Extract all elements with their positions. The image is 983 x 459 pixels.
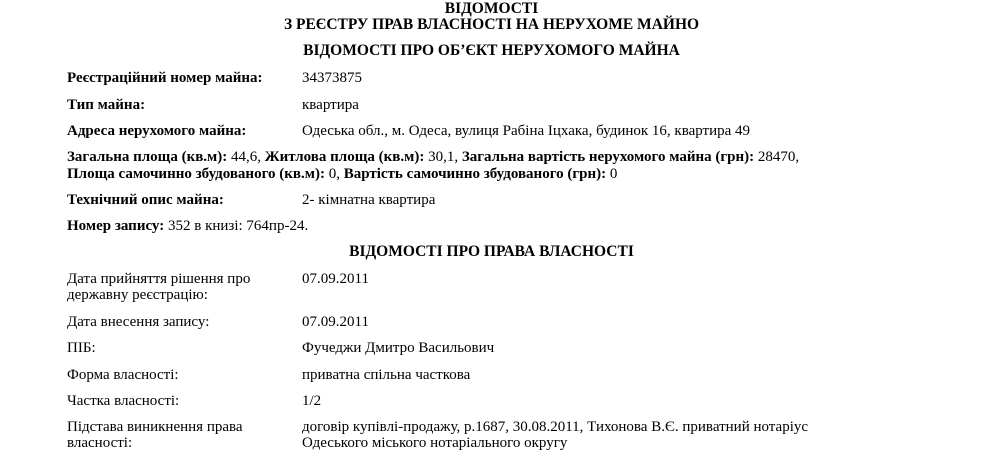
total-area-label: Загальна площа (кв.м): bbox=[67, 149, 228, 165]
total-area-value: 44,6, bbox=[227, 149, 265, 165]
decision-date-label-line1: Дата прийняття рішення про bbox=[67, 271, 251, 287]
type-label: Тип майна: bbox=[67, 97, 146, 113]
share-value: 1/2 bbox=[302, 393, 322, 409]
area-line-2 bbox=[67, 165, 617, 183]
section-object-title: ВІДОМОСТІ ПРО ОБ’ЄКТ НЕРУХОМОГО МАЙНА bbox=[303, 42, 680, 59]
ownership-form-label: Форма власності: bbox=[67, 367, 179, 383]
decision-date-value: 07.09.2011 bbox=[302, 271, 369, 287]
document-subtitle: З РЕЄСТРУ ПРАВ ВЛАСНОСТІ НА НЕРУХОМЕ МАЙНО bbox=[283, 16, 700, 33]
basis-label-line1: Підстава виникнення права bbox=[67, 419, 243, 435]
tech-desc-label: Технічний опис майна: bbox=[67, 192, 224, 208]
basis-label-line2: власності: bbox=[67, 435, 133, 451]
self-built-area-value: 0, bbox=[324, 166, 344, 182]
entry-date-value: 07.09.2011 bbox=[302, 314, 369, 330]
self-built-area-label: Площа самочинно збудованого (кв.м): bbox=[67, 166, 325, 182]
section-rights-title: ВІДОМОСТІ ПРО ПРАВА ВЛАСНОСТІ bbox=[349, 243, 634, 260]
record-line bbox=[67, 217, 308, 235]
owner-name-value: Фучеджи Дмитро Васильович bbox=[302, 340, 495, 356]
record-label: Номер запису: bbox=[67, 218, 165, 234]
living-area-label: Житлова площа (кв.м): bbox=[264, 149, 425, 165]
basis-value-line1: договір купівлі-продажу, р.1687, 30.08.2011, Тихонова В.Є. приватний нотаріус bbox=[302, 419, 809, 435]
document-title: ВІДОМОСТІ bbox=[444, 0, 539, 17]
share-label: Частка власності: bbox=[67, 393, 180, 409]
owner-name-label: ПІБ: bbox=[67, 340, 96, 356]
type-value: квартира bbox=[302, 97, 359, 113]
reg-number-value: 34373875 bbox=[302, 70, 362, 86]
ownership-form-value: приватна спільна часткова bbox=[302, 367, 471, 383]
total-cost-label: Загальна вартість нерухомого майна (грн): bbox=[461, 149, 755, 165]
entry-date-label: Дата внесення запису: bbox=[67, 314, 210, 330]
total-cost-value: 28470, bbox=[754, 149, 800, 165]
self-built-cost-value: 0 bbox=[606, 166, 618, 182]
self-built-cost-label: Вартість самочинно збудованого (грн): bbox=[343, 166, 607, 182]
living-area-value: 30,1, bbox=[424, 149, 462, 165]
area-line-1 bbox=[67, 148, 799, 166]
reg-number-label: Реєстраційний номер майна: bbox=[67, 70, 263, 86]
address-label: Адреса нерухомого майна: bbox=[67, 123, 247, 139]
record-value: 352 в книзі: 764пр-24. bbox=[164, 218, 309, 234]
tech-desc-value: 2- кімнатна квартира bbox=[302, 192, 436, 208]
decision-date-label-line2: державну реєстрацію: bbox=[67, 287, 208, 303]
address-value: Одеська обл., м. Одеса, вулиця Рабіна Іцхака, будинок 16, квартира 49 bbox=[302, 123, 751, 139]
basis-value-line2: Одеського міського нотаріального округу bbox=[302, 435, 568, 451]
